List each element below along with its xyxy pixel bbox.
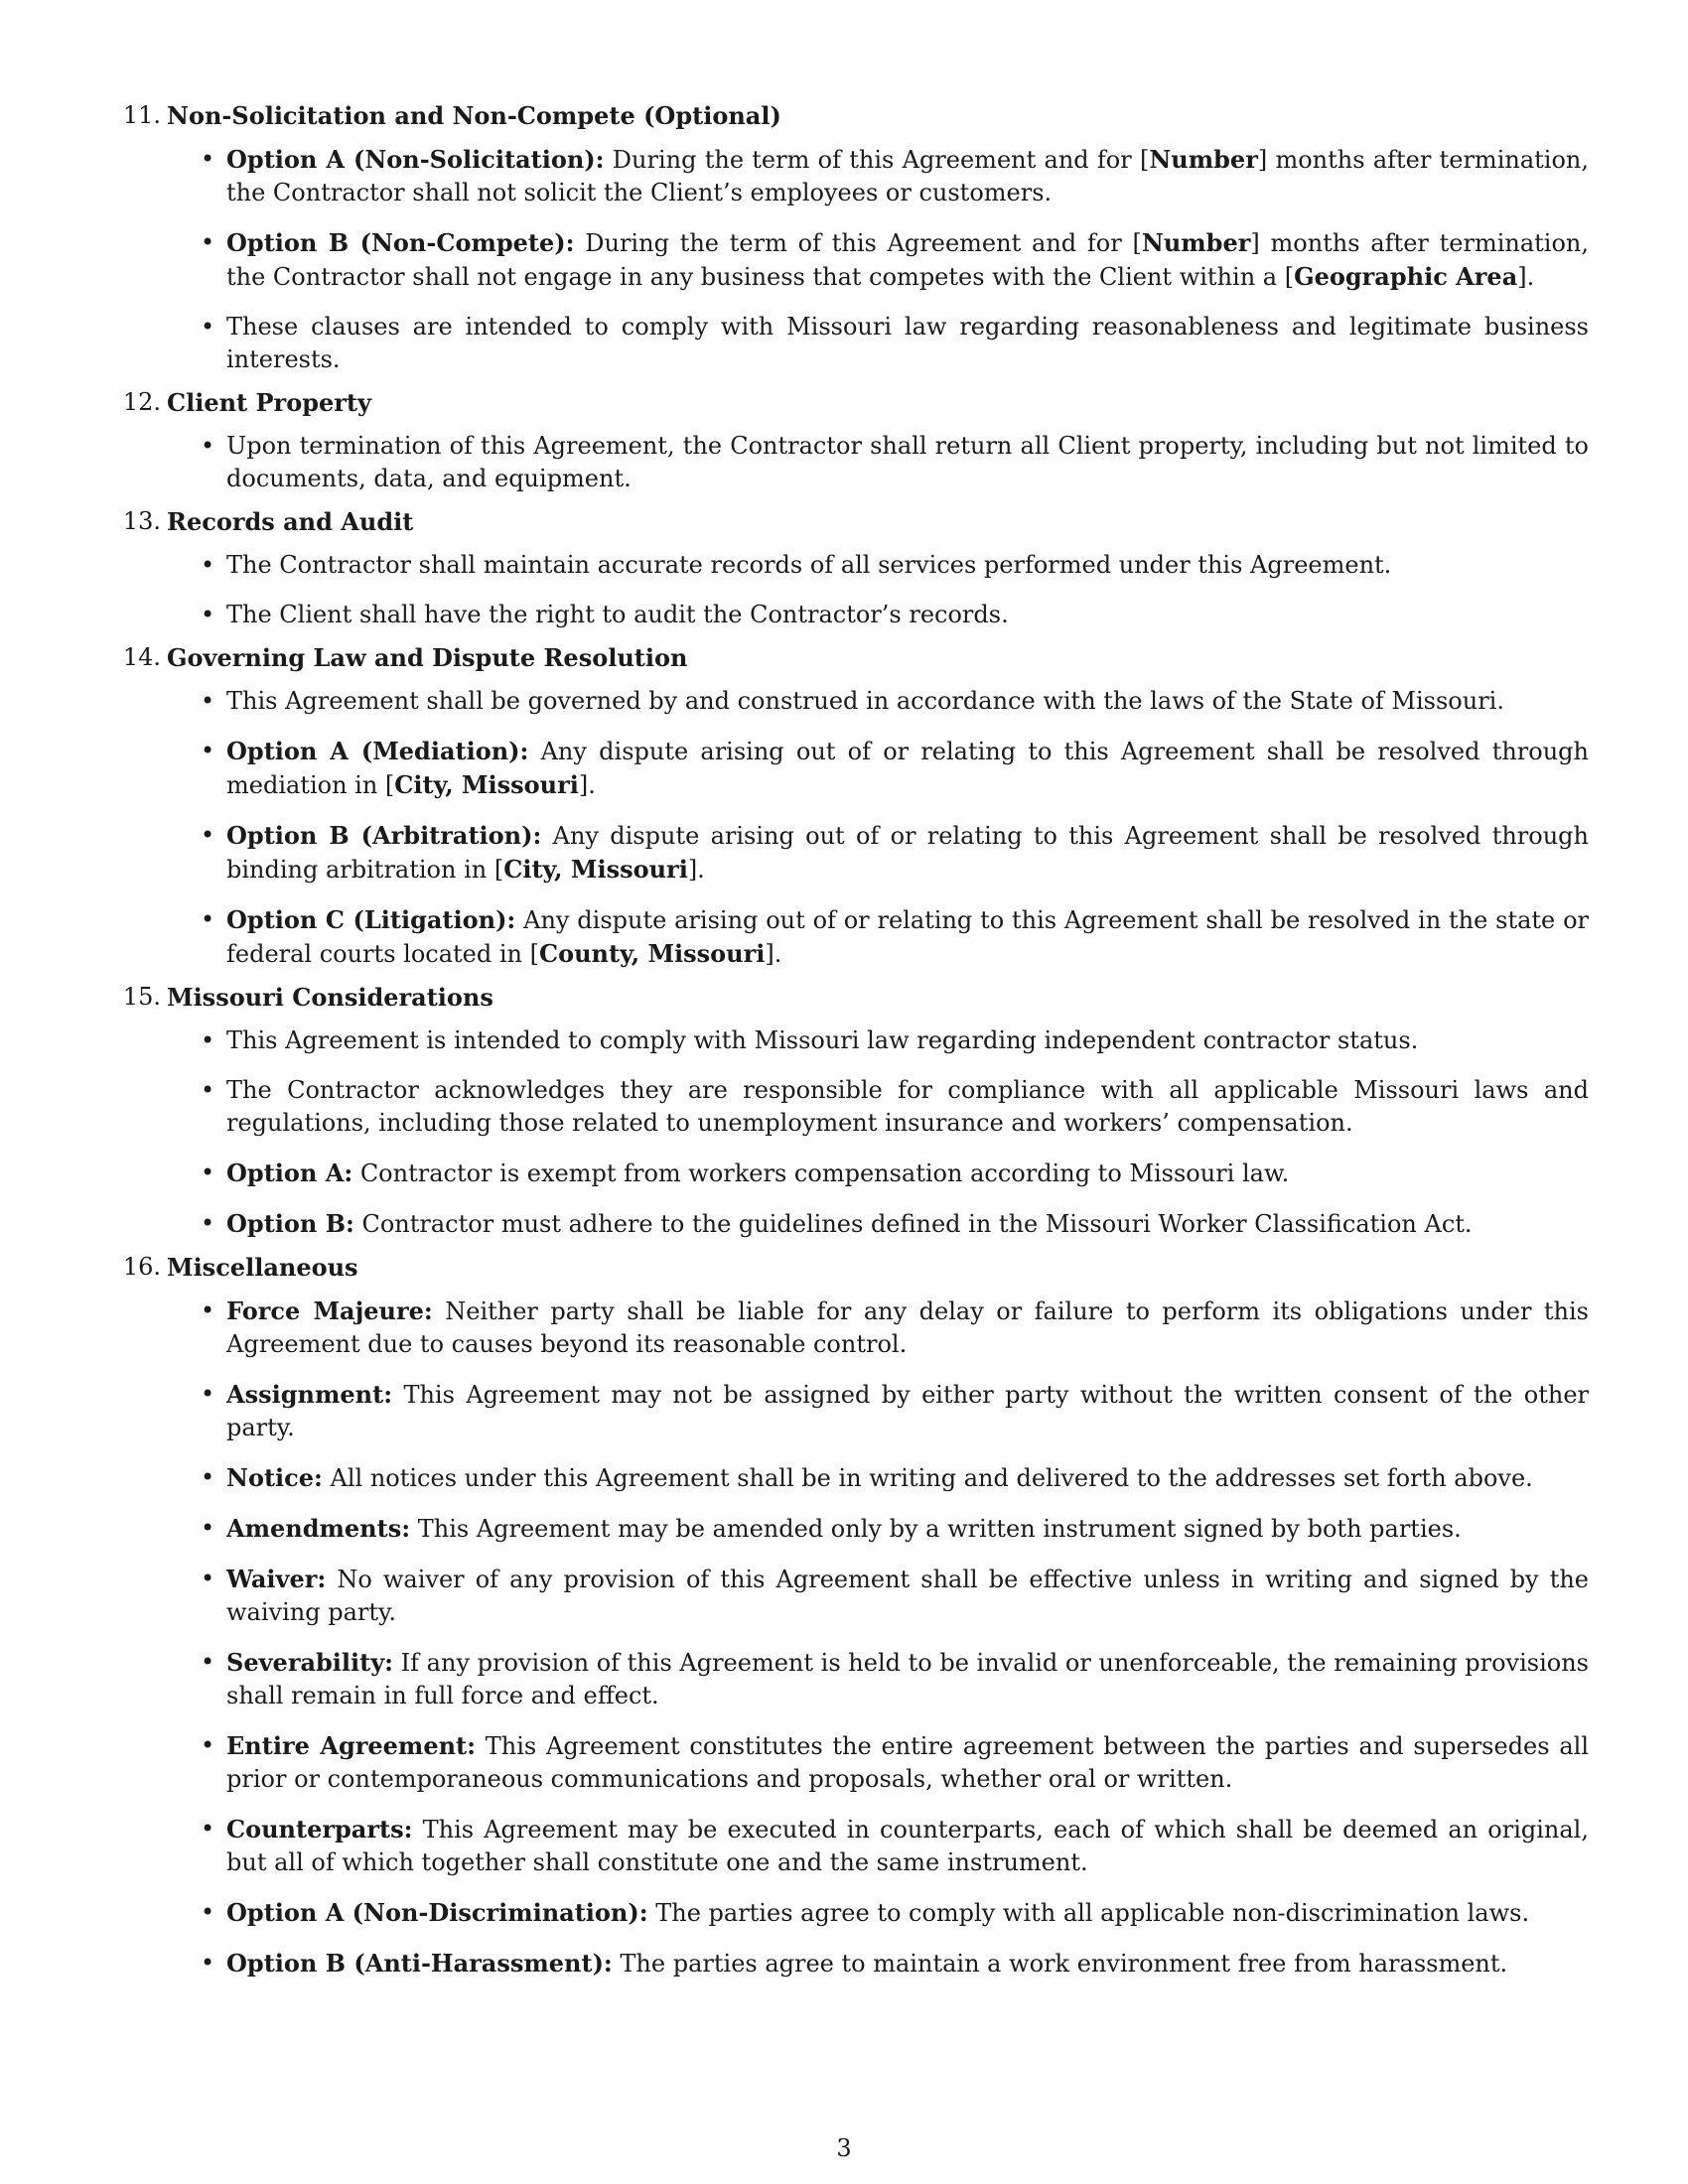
clause-text: This Agreement shall be governed by and construed in accordance with the laws of the State of Missouri. <box>226 687 1504 715</box>
clause-item <box>201 226 1590 294</box>
placeholder-field: Geographic Area <box>1294 262 1518 291</box>
clause-text: These clauses are intended to comply with Missouri law regarding reasonableness and legitimate business interests. <box>226 313 1589 373</box>
clause-label: Severability: <box>226 1648 394 1677</box>
clause-item <box>201 819 1589 887</box>
clause-label: Option A (Mediation): <box>226 737 529 765</box>
clause-list <box>167 1295 1589 1980</box>
section <box>117 99 1589 376</box>
clause-text: Upon termination of this Agreement, the Contractor shall return all Client property, including but not limited to documents, data, and equipment. <box>226 432 1589 492</box>
section-title: Records and Audit <box>167 507 414 536</box>
bullet-icon: • <box>201 1297 215 1324</box>
section-title: Non-Solicitation and Non-Compete (Optional) <box>167 101 781 130</box>
bullet-icon: • <box>201 1949 215 1977</box>
bullet-icon: • <box>201 145 215 173</box>
clause-item <box>201 1074 1589 1140</box>
clause-label: Force Majeure: <box>226 1297 433 1325</box>
clause-text: The Contractor shall maintain accurate records of all services performed under this Agreement. <box>226 551 1392 579</box>
bullet-icon: • <box>201 551 215 579</box>
section-number: 12. <box>122 388 161 416</box>
page-number: 3 <box>836 2134 852 2162</box>
bullet-icon: • <box>201 821 215 849</box>
clause-item <box>201 1729 1590 1796</box>
section-title: Miscellaneous <box>167 1253 358 1282</box>
clause-label: Option C (Litigation): <box>226 905 516 934</box>
clause-item <box>201 430 1589 495</box>
clause-item <box>201 143 1589 209</box>
clause-text: Any dispute arising out of or relating to this Agreement shall be resolved in the state or federal courts located in [ <box>226 906 1589 968</box>
clause-text: Neither party shall be liable for any delay or failure to perform its obligations under this Agreement due to causes beyond its reasonable control. <box>226 1297 1589 1358</box>
bullet-icon: • <box>201 1648 215 1676</box>
bullet-icon: • <box>201 1209 215 1237</box>
clause-item <box>201 1512 1589 1546</box>
section <box>117 1251 1589 1980</box>
bullet-icon: • <box>201 1731 215 1759</box>
bullet-icon: • <box>201 905 215 933</box>
clause-text: This Agreement may be amended only by a written instrument signed by both parties. <box>410 1515 1462 1543</box>
clause-label: Option A (Non-Discrimination): <box>226 1898 648 1927</box>
section-title: Missouri Considerations <box>167 983 493 1012</box>
clause-item <box>201 1813 1589 1879</box>
clause-item <box>201 1378 1589 1444</box>
clause-item <box>201 1157 1589 1190</box>
clause-label: Option A: <box>226 1159 353 1187</box>
clause-text: No waiver of any provision of this Agreement shall be effective unless in writing and signed by the waiving party. <box>226 1566 1589 1626</box>
clause-text: ]. <box>578 771 596 799</box>
clause-label: Option A (Non-Solicitation): <box>226 145 605 174</box>
bullet-icon: • <box>201 432 215 460</box>
clause-text: ] months after termination, the Contractor shall not solicit the Client’s employees or customers. <box>226 146 1589 206</box>
clause-text: ]. <box>765 940 782 968</box>
clause-text: ] months after termination, the Contractor shall not engage in any business that competes with the Client within a [ <box>226 229 1590 291</box>
clause-text: Any dispute arising out of or relating to this Agreement shall be resolved through binding arbitration in [ <box>226 822 1589 884</box>
bullet-icon: • <box>201 737 215 764</box>
clause-label: Option B (Anti-Harassment): <box>226 1949 613 1978</box>
clause-list <box>167 549 1589 631</box>
clause-label: Assignment: <box>226 1380 393 1409</box>
bullet-icon: • <box>201 1076 215 1104</box>
clause-text: During the term of this Agreement and for [ <box>574 229 1142 257</box>
clause-text: All notices under this Agreement shall be in writing and delivered to the addresses set forth above. <box>322 1464 1533 1492</box>
clause-label: Waiver: <box>226 1565 327 1593</box>
bullet-icon: • <box>201 1898 215 1926</box>
bullet-icon: • <box>201 1514 215 1542</box>
bullet-icon: • <box>201 228 215 256</box>
section <box>117 386 1589 495</box>
clause-text: If any provision of this Agreement is held to be invalid or unenforceable, the remaining provisions shall remain in full force and effect. <box>226 1649 1589 1709</box>
clause-text: Contractor is exempt from workers compensation according to Missouri law. <box>352 1160 1290 1187</box>
placeholder-field: City, Missouri <box>394 770 579 799</box>
clause-text: The parties agree to maintain a work environment free from harassment. <box>612 1950 1508 1978</box>
clause-text: This Agreement constitutes the entire agreement between the parties and supersedes all prior or contemporaneous communications and proposals, whether oral or written. <box>226 1732 1590 1793</box>
clause-label: Entire Agreement: <box>226 1731 476 1760</box>
clause-list <box>167 430 1589 495</box>
bullet-icon: • <box>201 1815 215 1843</box>
section-number: 15. <box>122 983 161 1011</box>
section-number: 14. <box>122 643 161 671</box>
placeholder-field: Number <box>1141 228 1251 257</box>
bullet-icon: • <box>201 601 215 628</box>
clause-text: This Agreement is intended to comply with Missouri law regarding independent contractor status. <box>226 1026 1419 1054</box>
clause-item <box>201 735 1589 802</box>
clause-text: Any dispute arising out of or relating to this Agreement shall be resolved through mediation in [ <box>226 738 1589 799</box>
clause-text: The Contractor acknowledges they are responsible for compliance with all applicable Missouri laws and regulations, including those related to unemployment insurance and workers’ compensation. <box>226 1076 1589 1137</box>
bullet-icon: • <box>201 313 215 341</box>
bullet-icon: • <box>201 1159 215 1186</box>
section-number: 13. <box>122 507 161 535</box>
clause-label: Option B (Arbitration): <box>226 821 542 850</box>
bullet-icon: • <box>201 1380 215 1408</box>
clause-item <box>201 1563 1589 1629</box>
clause-list <box>167 685 1589 971</box>
placeholder-field: City, Missouri <box>503 855 688 884</box>
clause-label: Notice: <box>226 1463 323 1492</box>
clause-text: During the term of this Agreement and for [ <box>604 146 1150 174</box>
clause-list <box>167 1024 1589 1241</box>
clause-label: Counterparts: <box>226 1815 413 1843</box>
bullet-icon: • <box>201 1026 215 1054</box>
bullet-icon: • <box>201 1463 215 1491</box>
bullet-icon: • <box>201 1565 215 1592</box>
section-number: 16. <box>122 1253 161 1281</box>
clause-item <box>201 1207 1589 1241</box>
clause-label: Option B (Non-Compete): <box>226 228 575 257</box>
bullet-icon: • <box>201 687 215 715</box>
clause-item <box>201 685 1589 718</box>
section-title: Governing Law and Dispute Resolution <box>167 643 688 672</box>
section <box>117 981 1589 1241</box>
section-number: 11. <box>122 101 161 129</box>
clause-label: Amendments: <box>226 1514 411 1543</box>
clause-item <box>201 549 1589 582</box>
clause-text: This Agreement may be executed in counterparts, each of which shall be deemed an original, but all of which together shall constitute one and the same instrument. <box>226 1816 1589 1876</box>
clause-item <box>201 1646 1589 1712</box>
section <box>117 641 1589 971</box>
clause-text: The Client shall have the right to audit the Contractor’s records. <box>226 601 1009 628</box>
clause-label: Option B: <box>226 1209 354 1238</box>
clause-text: ]. <box>687 856 705 884</box>
clause-item <box>201 311 1589 376</box>
clause-item <box>201 1024 1589 1057</box>
clause-item <box>201 599 1589 631</box>
clause-item <box>201 1461 1589 1495</box>
section-title: Client Property <box>167 388 371 417</box>
placeholder-field: Number <box>1149 145 1258 174</box>
clause-item <box>201 1295 1589 1361</box>
clause-text: This Agreement may not be assigned by either party without the written consent of the other party. <box>226 1381 1589 1441</box>
clause-text: The parties agree to comply with all applicable non-discrimination laws. <box>647 1899 1530 1927</box>
clause-item <box>201 1947 1589 1980</box>
clause-item <box>201 903 1589 971</box>
section <box>117 505 1589 631</box>
clause-text: Contractor must adhere to the guidelines defined in the Missouri Worker Classification Act. <box>353 1210 1473 1238</box>
clause-text: ]. <box>1517 263 1535 291</box>
placeholder-field: County, Missouri <box>539 939 766 968</box>
clause-list <box>167 143 1589 376</box>
section-list <box>117 99 1589 1990</box>
clause-item <box>201 1896 1589 1930</box>
